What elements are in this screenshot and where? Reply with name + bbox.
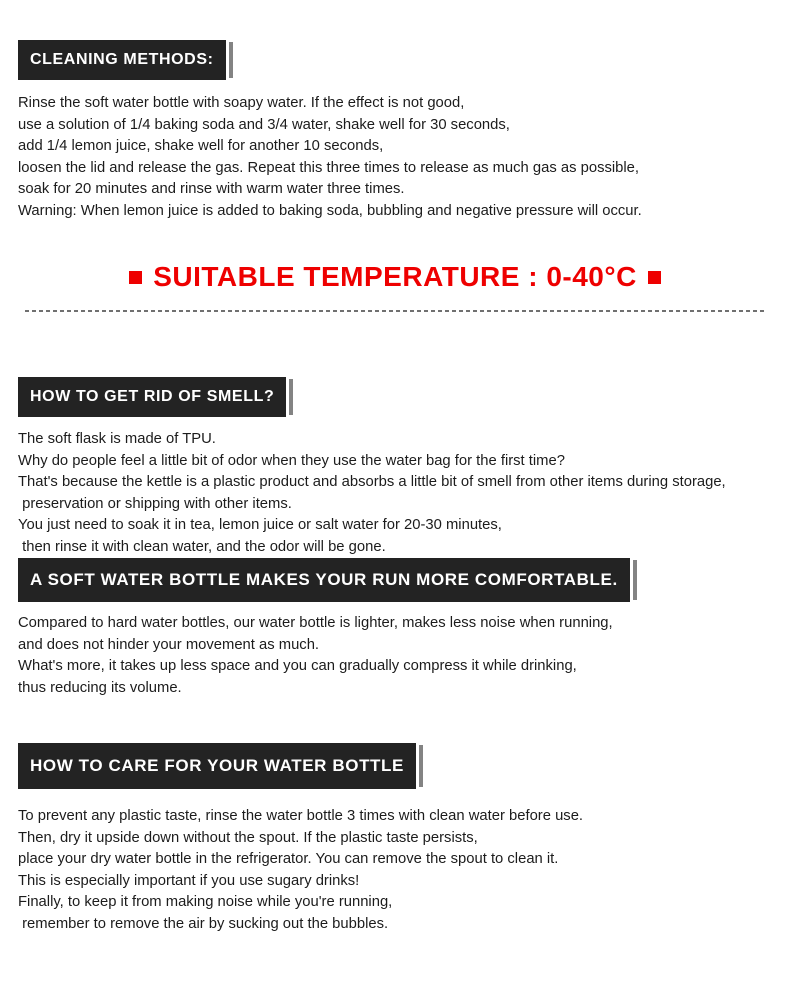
care-paragraph	[18, 806, 790, 935]
cleaning-methods-paragraph	[18, 93, 790, 222]
comfort-heading: A SOFT WATER BOTTLE MAKES YOUR RUN MORE COMFORTABLE.	[18, 558, 630, 602]
text-line: Warning: When lemon juice is added to baking soda, bubbling and negative pressure will occur.	[18, 202, 642, 219]
text-line: place your dry water bottle in the refrigerator. You can remove the spout to clean it.	[18, 851, 559, 867]
suitable-temperature-heading	[0, 262, 790, 292]
text-line: That's because the kettle is a plastic product and absorbs a little bit of smell from other items during storage,	[18, 474, 726, 490]
text-line: and does not hinder your movement as much.	[18, 636, 320, 653]
section-comfort	[18, 558, 790, 602]
text-line: Then, dry it upside down without the spout. If the plastic taste persists,	[18, 829, 478, 846]
comfort-paragraph	[18, 613, 790, 699]
dashed-divider	[25, 310, 766, 312]
section-get-rid-of-smell	[18, 377, 790, 417]
text-line: add 1/4 lemon juice, shake well for another 10 seconds,	[18, 138, 384, 154]
text-line: loosen the lid and release the gas. Repeat this three times to release as much gas as possible,	[18, 159, 640, 176]
text-line: Finally, to keep it from making noise while you're running,	[18, 894, 393, 910]
section-cleaning-methods	[18, 40, 790, 80]
section-care	[18, 743, 790, 789]
red-square-icon	[648, 271, 661, 284]
text-line: Why do people feel a little bit of odor when they use the water bag for the first time?	[18, 452, 565, 469]
text-line: use a solution of 1/4 baking soda and 3/4 water, shake well for 30 seconds,	[18, 116, 510, 133]
care-heading: HOW TO CARE FOR YOUR WATER BOTTLE	[18, 743, 416, 789]
text-line: What's more, it takes up less space and you can gradually compress it while drinking,	[18, 658, 577, 674]
text-line: The soft flask is made of TPU.	[18, 431, 216, 447]
text-line: Rinse the soft water bottle with soapy water. If the effect is not good,	[18, 95, 465, 111]
get-rid-of-smell-paragraph	[18, 429, 790, 558]
text-line: preservation or shipping with other items.	[18, 495, 292, 512]
get-rid-of-smell-heading: HOW TO GET RID OF SMELL?	[18, 377, 286, 417]
text-line: You just need to soak it in tea, lemon juice or salt water for 20-30 minutes,	[18, 517, 502, 533]
text-line: thus reducing its volume.	[18, 679, 182, 696]
suitable-temperature-text: SUITABLE TEMPERATURE : 0-40°C	[153, 261, 637, 292]
text-line: Compared to hard water bottles, our water bottle is lighter, makes less noise when running,	[18, 615, 613, 631]
text-line: soak for 20 minutes and rinse with warm water three times.	[18, 181, 405, 197]
text-line: then rinse it with clean water, and the odor will be gone.	[18, 538, 386, 555]
text-line: This is especially important if you use sugary drinks!	[18, 872, 360, 889]
product-description-page	[0, 40, 790, 1002]
cleaning-methods-heading: CLEANING METHODS:	[18, 40, 226, 80]
text-line: remember to remove the air by sucking out the bubbles.	[18, 915, 389, 932]
text-line: To prevent any plastic taste, rinse the water bottle 3 times with clean water before use.	[18, 808, 584, 824]
red-square-icon	[129, 271, 142, 284]
